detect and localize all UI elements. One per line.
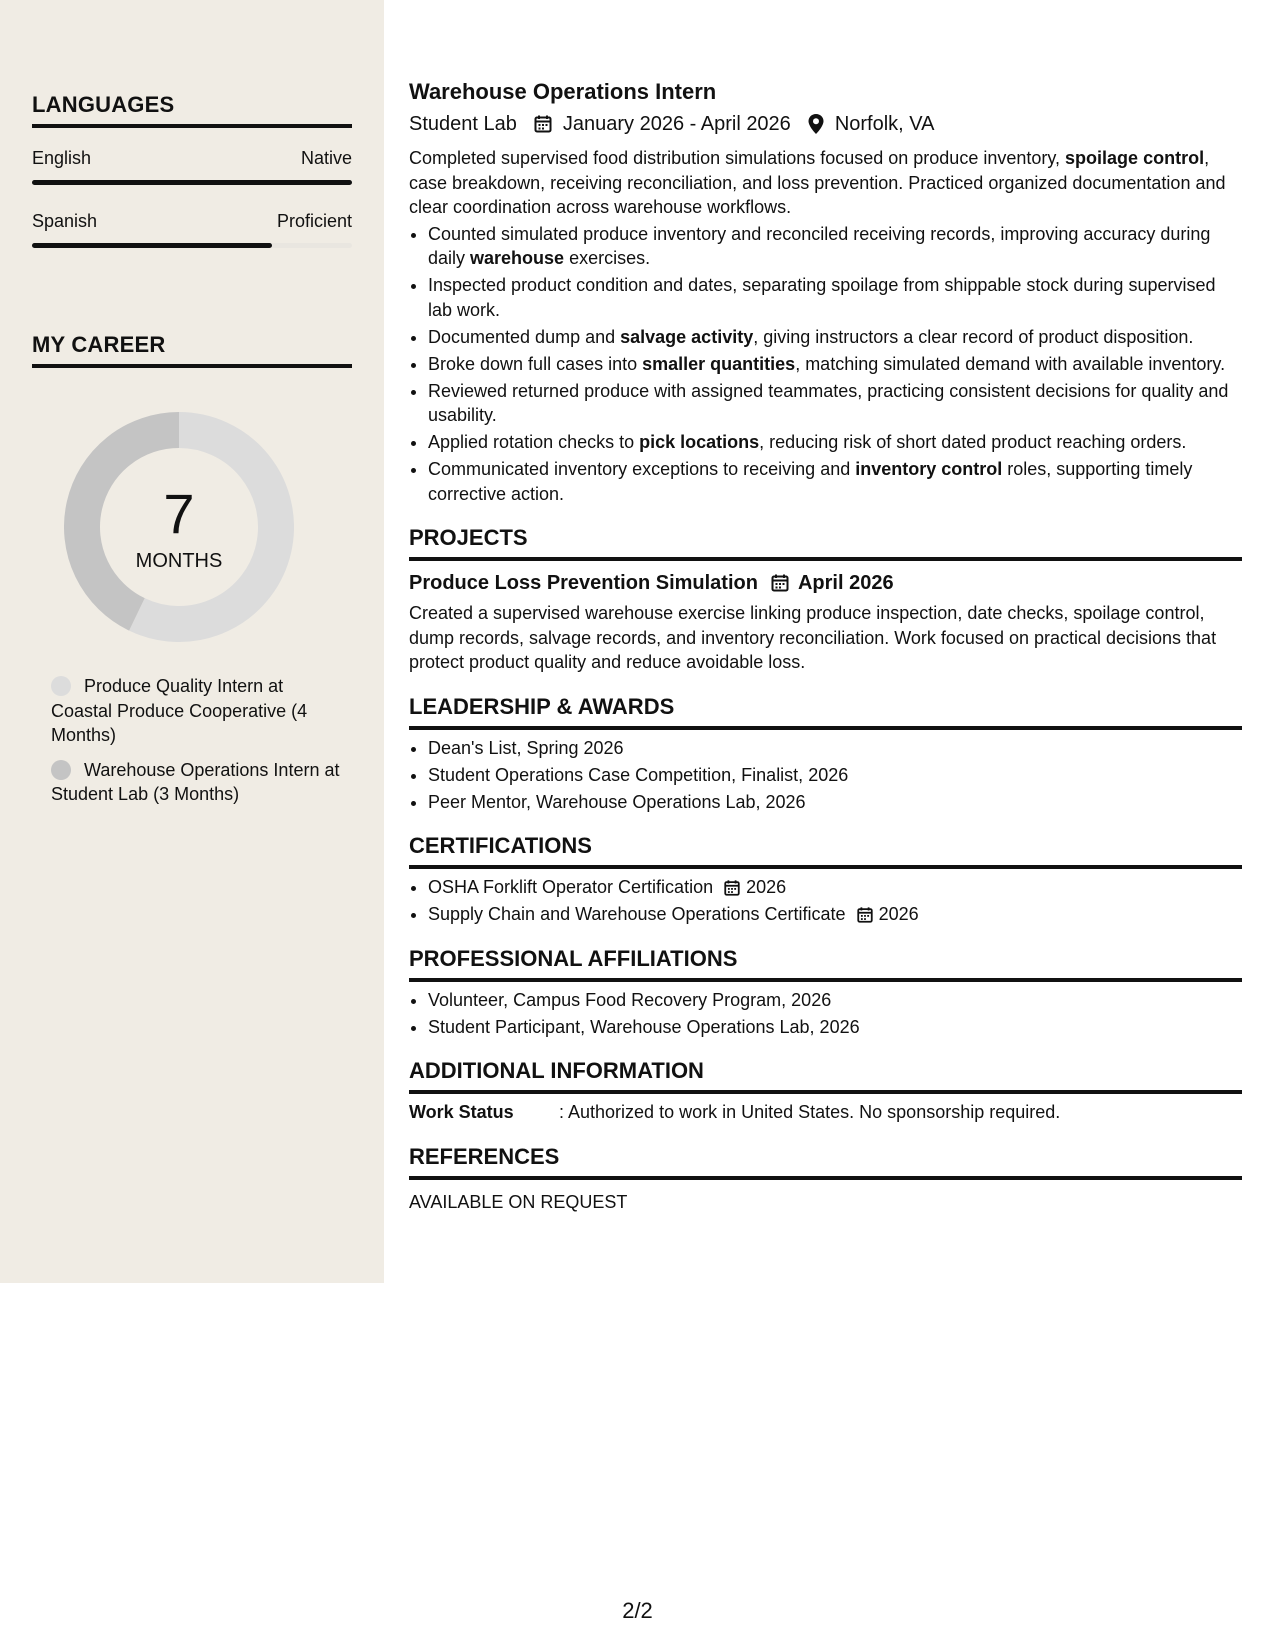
affiliation-item: • Volunteer, Campus Food Recovery Program, 2026 [428,988,1242,1013]
legend-dot-icon [51,760,71,780]
career-legend-item [51,674,341,748]
language-proficiency-bar [32,180,352,185]
affiliations-heading: PROFESSIONAL AFFILIATIONS [409,945,1242,982]
work-status-label: Work Status [409,1102,514,1122]
language-name: English [32,148,92,168]
location-pin-icon [807,113,825,135]
bullet-item: • Documented dump and salvage activity, giving instructors a clear record of product disposition. [428,325,1242,350]
language-proficiency-bar [32,243,352,248]
leadership-heading: LEADERSHIP & AWARDS [409,693,1242,730]
bullet-item: • Communicated inventory exceptions to receiving and inventory control roles, supporting timely corrective action. [428,457,1242,506]
leadership-item: • Peer Mentor, Warehouse Operations Lab, 2026 [428,790,1242,815]
affiliation-item: • Student Participant, Warehouse Operations Lab, 2026 [428,1015,1242,1040]
leadership-item: • Student Operations Case Competition, Finalist, 2026 [428,763,1242,788]
job-bullets [409,222,1242,507]
bullet-item: • Counted simulated produce inventory and reconciled receiving records, improving accuracy during daily warehouse exercises. [428,222,1242,271]
languages-section [32,92,352,248]
leadership-item: • Dean's List, Spring 2026 [428,736,1242,761]
language-level: Proficient [276,211,352,231]
bullet-item: • Broke down full cases into smaller quantities, matching simulated demand with available inventory. [428,352,1242,377]
career-section [32,332,352,368]
calendar-icon [770,573,790,593]
language-item [32,211,352,248]
career-legend-label: Produce Quality Intern at Coastal Produce Cooperative (4 Months) [51,676,308,745]
certification-name: Supply Chain and Warehouse Operations Certificate [428,904,846,924]
project-description: Created a supervised warehouse exercise linking produce inspection, date checks, spoilage control, dump records, salvage records, and inventory reconciliation. Work focused on practical decisions that protect product quality and reduce avoidable loss. [409,603,1217,672]
sidebar [0,0,384,1283]
language-level: Native [300,148,352,168]
job-meta [409,110,1242,138]
languages-heading: LANGUAGES [32,92,352,128]
work-status-row [409,1100,1242,1125]
main-content [409,78,1242,1214]
projects-heading: PROJECTS [409,524,1242,561]
bullet-item: • Applied rotation checks to pick locations, reducing risk of short dated product reaching orders. [428,430,1242,455]
career-heading: MY CAREER [32,332,352,368]
certification-year: 2026 [746,877,787,897]
language-proficiency-fill [32,180,352,185]
job-location: Norfolk, VA [834,113,935,135]
legend-dot-icon [51,676,71,696]
certification-item [428,902,1242,927]
work-status-value: : Authorized to work in United States. No sponsorship required. [559,1102,1061,1122]
language-item [32,148,352,185]
leadership-list [409,736,1242,815]
affiliations-list [409,988,1242,1040]
summary-text: , case breakdown, receiving reconciliation, and loss prevention. Practiced organized documentation and clear coordination across warehouse workflows. [409,148,1226,217]
job-dates: January 2026 - April 2026 [562,113,791,135]
certifications-list [409,875,1242,927]
certification-item [428,875,1242,900]
career-donut-chart [64,412,294,642]
career-legend-label: Warehouse Operations Intern at Student Lab (3 Months) [51,759,340,804]
summary-text: Completed supervised food distribution simulations focused on produce inventory, [409,148,1066,168]
calendar-icon [723,879,741,897]
summary-bold-text: spoilage control [1065,148,1205,168]
references-heading: REFERENCES [409,1143,1242,1180]
career-legend [51,674,341,817]
career-legend-item [51,758,341,807]
language-name: Spanish [32,211,98,231]
career-unit-label: MONTHS [135,550,223,572]
project-date: April 2026 [797,572,894,594]
language-proficiency-fill [32,243,272,248]
bullet-item: • Inspected product condition and dates, separating spoilage from shippable stock during supervised lab work. [428,273,1242,322]
project-title-row [409,569,1242,597]
project-title: Produce Loss Prevention Simulation [409,572,758,594]
career-total-months: 7 [163,482,195,545]
certifications-heading: CERTIFICATIONS [409,832,1242,869]
calendar-icon [856,906,874,924]
additional-info-heading: ADDITIONAL INFORMATION [409,1057,1242,1094]
experience-entry [409,78,1242,506]
references-text: AVAILABLE ON REQUEST [409,1191,628,1212]
certification-name: OSHA Forklift Operator Certification [428,877,714,897]
company-name: Student Lab [409,113,517,135]
bullet-item: • Reviewed returned produce with assigned teammates, practicing consistent decisions for quality and usability. [428,379,1242,428]
certification-year: 2026 [878,904,919,924]
page-number: 2/2 [622,1598,653,1623]
calendar-icon [533,114,553,134]
job-title: Warehouse Operations Intern [409,79,717,104]
job-summary [409,146,1242,220]
